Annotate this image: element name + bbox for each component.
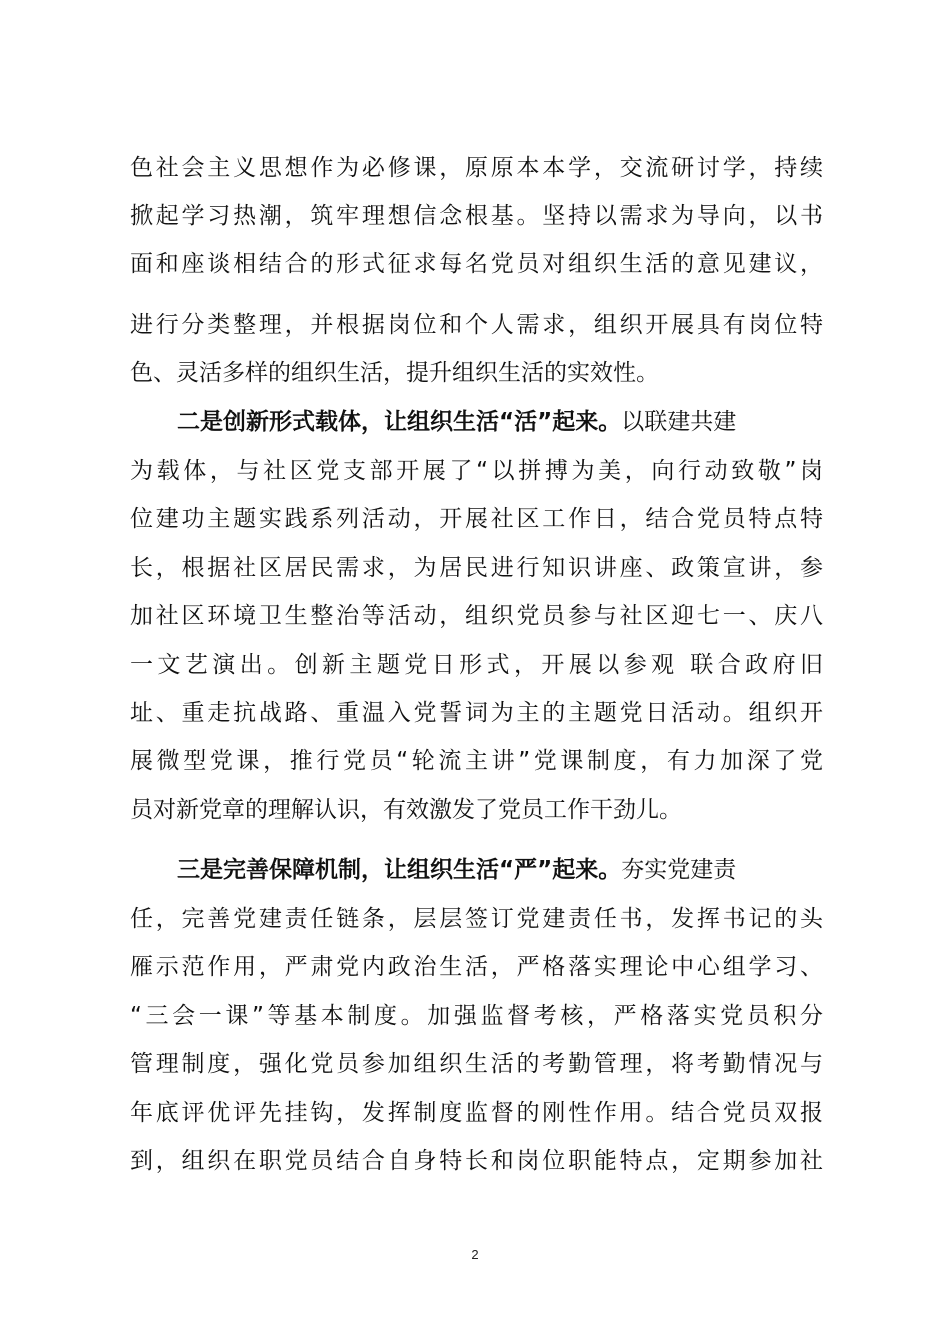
body-line: 雁示范作用，严肃党内政治生活，严格落实理论中心组学习、: [130, 954, 823, 980]
body-line: 色社会主义思想作为必修课，原原本本学，交流研讨学，持续: [130, 155, 823, 181]
paragraph-3-lead: 夯实党建责: [621, 857, 737, 883]
body-line: “三会一课”等基本制度。加强监督考核，严格落实党员积分: [130, 1003, 823, 1029]
body-line: 到，组织在职党员结合自身特长和岗位职能特点，定期参加社: [130, 1148, 823, 1174]
body-line-last: 员对新党章的理解认识，有效激发了党员工作干劲儿。: [130, 797, 682, 823]
paragraph-3-first-line: [177, 850, 823, 890]
body-line: 加社区环境卫生整治等活动，组织党员参与社区迎七一、庆八: [130, 603, 823, 629]
body-line-last: 色、灵活多样的组织生活，提升组织生活的实效性。: [130, 360, 659, 386]
body-line: 位建功主题实践系列活动，开展社区工作日，结合党员特点特: [130, 506, 823, 532]
paragraph-2-lead: 以联建共建: [621, 409, 737, 435]
body-line: 管理制度，强化党员参加组织生活的考勤管理，将考勤情况与: [130, 1051, 823, 1077]
body-line: 掀起学习热潮，筑牢理想信念根基。坚持以需求为导向，以书: [130, 203, 823, 229]
body-line: 一文艺演出。创新主题党日形式，开展以参观 联合政府旧: [130, 652, 823, 678]
body-line: 任，完善党建责任链条，层层签订党建责任书，发挥书记的头: [130, 906, 823, 932]
paragraph-3-heading: 三是完善保障机制，让组织生活“严”起来。: [177, 857, 622, 883]
body-line: 面和座谈相结合的形式征求每名党员对组织生活的意见建议，: [130, 251, 823, 277]
paragraph-2-heading: 二是创新形式载体，让组织生活“活”起来。: [177, 409, 622, 435]
page-number: 2: [471, 1247, 479, 1262]
body-line: 址、重走抗战路、重温入党誓词为主的主题党日活动。组织开: [130, 700, 823, 726]
body-line: 进行分类整理，并根据岗位和个人需求，组织开展具有岗位特: [130, 312, 823, 338]
body-line: 长，根据社区居民需求，为居民进行知识讲座、政策宣讲，参: [130, 555, 823, 581]
paragraph-2-first-line: [177, 402, 823, 442]
body-line: 为载体，与社区党支部开展了“以拼搏为美，向行动致敬”岗: [130, 458, 823, 484]
body-line: 展微型党课，推行党员“轮流主讲”党课制度，有力加深了党: [130, 748, 823, 774]
body-line: 年底评优评先挂钩，发挥制度监督的刚性作用。结合党员双报: [130, 1100, 823, 1126]
